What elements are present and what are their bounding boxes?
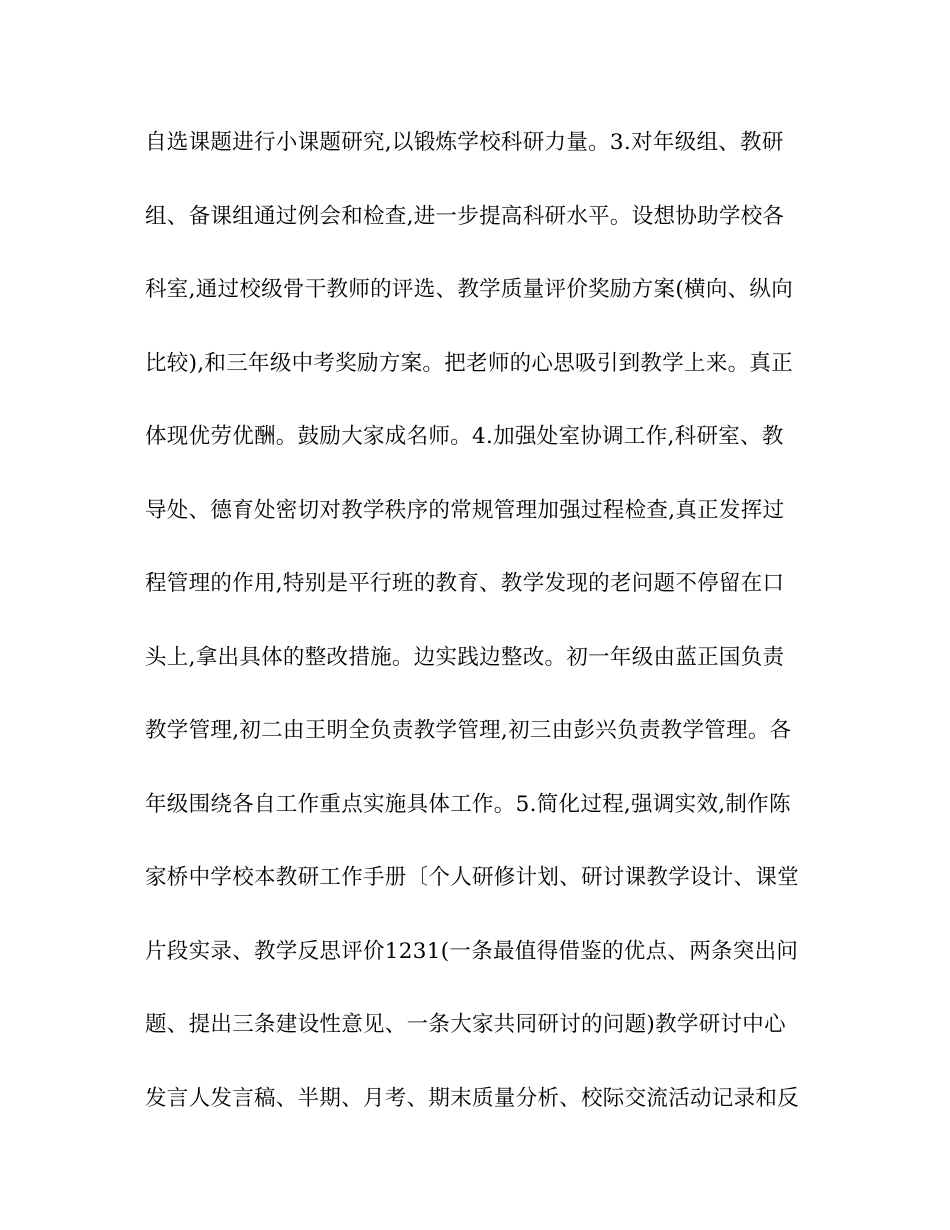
body-text xyxy=(145,118,805,1147)
text-line: 体现优劳优酬。鼓励大家成名师。4.加强处室协调工作,科研室、教 xyxy=(145,424,784,449)
text-line: 科室,通过校级骨干教师的评选、教学质量评价奖励方案(横向、纵向 xyxy=(145,277,794,302)
text-line: 比较),和三年级中考奖励方案。把老师的心思吸引到教学上来。真正 xyxy=(145,350,794,376)
text-line: 导处、德育处密切对教学秩序的常规管理加强过程检查,真正发挥过 xyxy=(145,497,785,523)
text-line: 教学管理,初二由王明全负责教学管理,初三由彭兴负责教学管理。各 xyxy=(145,718,792,743)
text-line: 片段实录、教学反思评价1231(一条最值得借鉴的优点、两条突出问 xyxy=(145,938,799,964)
text-line: 头上,拿出具体的整改措施。边实践边整改。初一年级由蓝正国负责 xyxy=(145,644,785,670)
text-line: 自选课题进行小课题研究,以锻炼学校科研力量。3.对年级组、教研 xyxy=(145,130,784,155)
text-line: 题、提出三条建设性意见、一条大家共同研讨的问题)教学研讨中心 xyxy=(145,1012,786,1037)
text-line: 发言人发言稿、半期、月考、期末质量分析、校际交流活动记录和反 xyxy=(145,1085,800,1111)
text-line: 年级围绕各自工作重点实施具体工作。5.简化过程,强调实效,制作陈 xyxy=(145,791,791,817)
text-line: 家桥中学校本教研工作手册〔个人研修计划、研讨课教学设计、课堂 xyxy=(145,865,800,890)
text-line: 组、备课组通过例会和检查,进一步提高科研水平。设想协助学校各 xyxy=(145,203,785,229)
text-line: 程管理的作用,特别是平行班的教育、教学发现的老问题不停留在口 xyxy=(145,571,785,596)
